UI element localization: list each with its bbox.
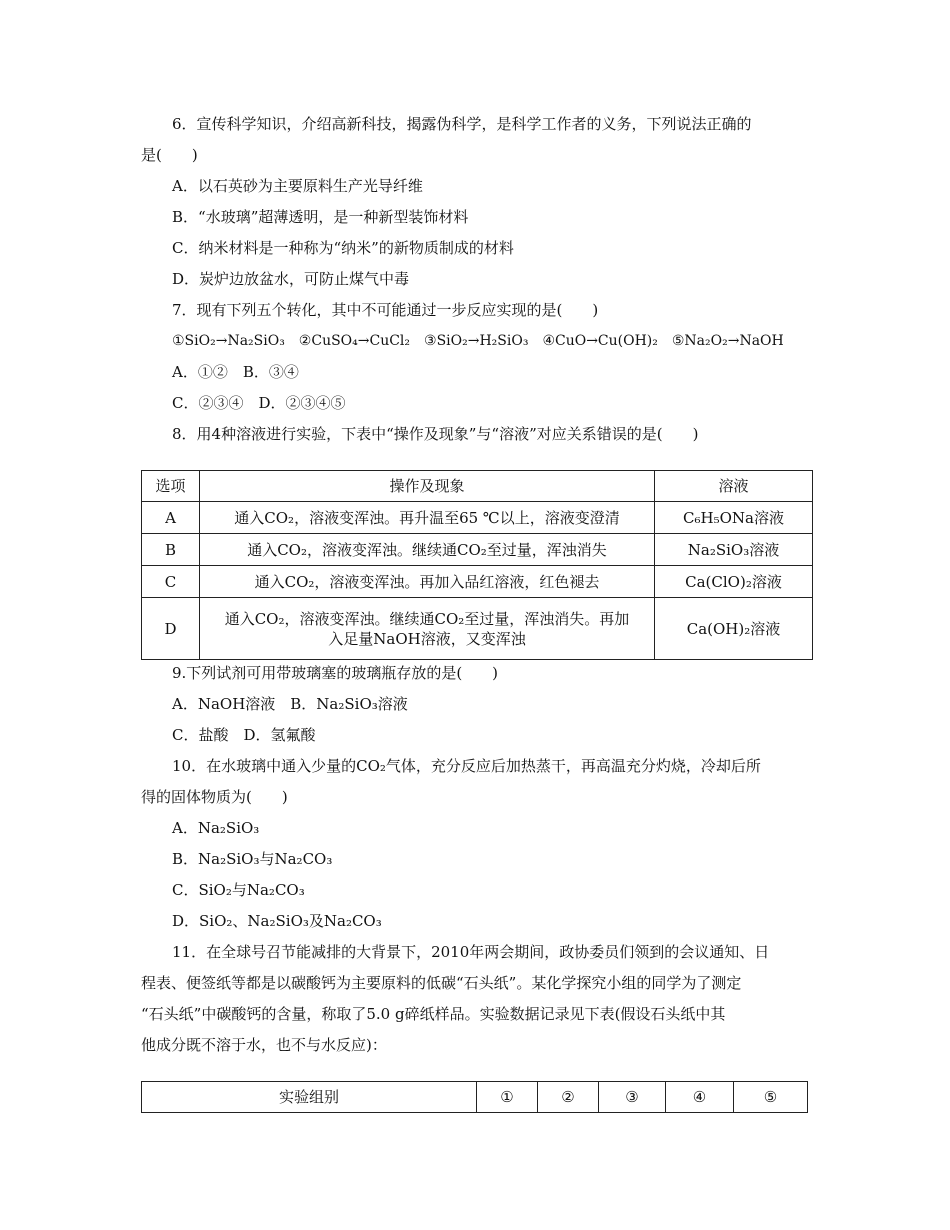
q6-option-a: A．以石英砂为主要原料生产光导纤维: [172, 177, 423, 195]
table-cell-option: B: [142, 534, 200, 566]
q10-option-c: C．SiO₂与Na₂CO₃: [172, 881, 305, 899]
q9-stem: 9.下列试剂可用带玻璃塞的玻璃瓶存放的是( ): [172, 664, 499, 682]
q6-option-d: D．炭炉边放盆水，可防止煤气中毒: [172, 270, 410, 288]
q11-stem-line4: 他成分既不溶于水，也不与水反应)：: [141, 1036, 387, 1054]
q10-option-d: D．SiO₂、Na₂SiO₃及Na₂CO₃: [172, 912, 382, 930]
table-cell-operation: [200, 598, 655, 660]
table-header-cell: ①: [477, 1082, 538, 1113]
table-cell-option: C: [142, 566, 200, 598]
q10-stem-line2: 得的固体物质为( ): [141, 788, 288, 806]
table-header-cell: ②: [538, 1082, 599, 1113]
table-cell-solution: Ca(ClO)₂溶液: [655, 566, 813, 598]
table-cell-solution: C₆H₅ONa溶液: [655, 502, 813, 534]
table-header-cell: 溶液: [655, 471, 813, 502]
q6-stem-line1: 6．宣传科学知识，介绍高新科技，揭露伪科学，是科学工作者的义务，下列说法正确的: [172, 115, 752, 133]
q8-table: [141, 470, 813, 660]
table-cell-solution: Ca(OH)₂溶液: [655, 598, 813, 660]
q10-option-b: B．Na₂SiO₃与Na₂CO₃: [172, 850, 333, 868]
table-cell-option: A: [142, 502, 200, 534]
table-row: [142, 566, 813, 598]
table-header-cell: 选项: [142, 471, 200, 502]
q9-options-ab: A．NaOH溶液 B．Na₂SiO₃溶液: [172, 695, 408, 713]
table-header-cell: ④: [666, 1082, 734, 1113]
table-header-cell: ⑤: [734, 1082, 808, 1113]
q11-stem-line1: 11．在全球号召节能减排的大背景下，2010年两会期间，政协委员们领到的会议通知、日: [172, 943, 770, 961]
table-header-cell: ③: [599, 1082, 666, 1113]
table-header-row: [142, 1082, 808, 1113]
q7-options-cd: C．②③④ D．②③④⑤: [172, 394, 346, 412]
table-cell-solution: Na₂SiO₃溶液: [655, 534, 813, 566]
table-cell-operation: 通入CO₂，溶液变浑浊。继续通CO₂至过量，浑浊消失: [200, 534, 655, 566]
q10-stem-line1: 10．在水玻璃中通入少量的CO₂气体，充分反应后加热蒸干，再高温充分灼烧，冷却后所: [172, 757, 761, 775]
q9-options-cd: C．盐酸 D．氢氟酸: [172, 726, 316, 744]
table-cell-operation: 通入CO₂，溶液变浑浊。再升温至65 ℃以上，溶液变澄清: [200, 502, 655, 534]
table-row: [142, 502, 813, 534]
table-cell-option: D: [142, 598, 200, 660]
q6-option-c: C．纳米材料是一种称为“纳米”的新物质制成的材料: [172, 239, 514, 257]
table-header-cell: 操作及现象: [200, 471, 655, 502]
table-row: [142, 598, 813, 660]
q8-stem: 8．用4种溶液进行实验，下表中“操作及现象”与“溶液”对应关系错误的是( ): [172, 425, 699, 443]
q11-stem-line3: “石头纸”中碳酸钙的含量，称取了5.0 g碎纸样品。实验数据记录见下表(假设石头纸中其: [141, 1005, 726, 1023]
q11-stem-line2: 程表、便签纸等都是以碳酸钙为主要原料的低碳“石头纸”。某化学探究小组的同学为了测定: [141, 974, 742, 992]
table-cell-operation: 通入CO₂，溶液变浑浊。再加入品红溶液，红色褪去: [200, 566, 655, 598]
table-header-row: [142, 471, 813, 502]
q7-options-ab: A．①② B．③④: [172, 363, 299, 381]
q7-stem: 7．现有下列五个转化，其中不可能通过一步反应实现的是( ): [172, 301, 599, 319]
table-cell-operation-line1: 通入CO₂，溶液变浑浊。继续通CO₂至过量，浑浊消失。再加: [224, 609, 630, 628]
q6-option-b: B．“水玻璃”超薄透明，是一种新型装饰材料: [172, 208, 469, 226]
table-header-cell: 实验组别: [142, 1082, 477, 1113]
q7-conversions: ①SiO₂→Na₂SiO₃ ②CuSO₄→CuCl₂ ③SiO₂→H₂SiO₃ ④CuO→Cu(OH)₂ ⑤Na₂O₂→NaOH: [172, 333, 784, 349]
table-cell-operation-line2: 入足量NaOH溶液，又变浑浊: [328, 629, 526, 648]
table-row: [142, 534, 813, 566]
q10-option-a: A．Na₂SiO₃: [172, 819, 260, 837]
q6-stem-line2: 是( ): [141, 146, 198, 164]
q11-table: [141, 1081, 808, 1113]
